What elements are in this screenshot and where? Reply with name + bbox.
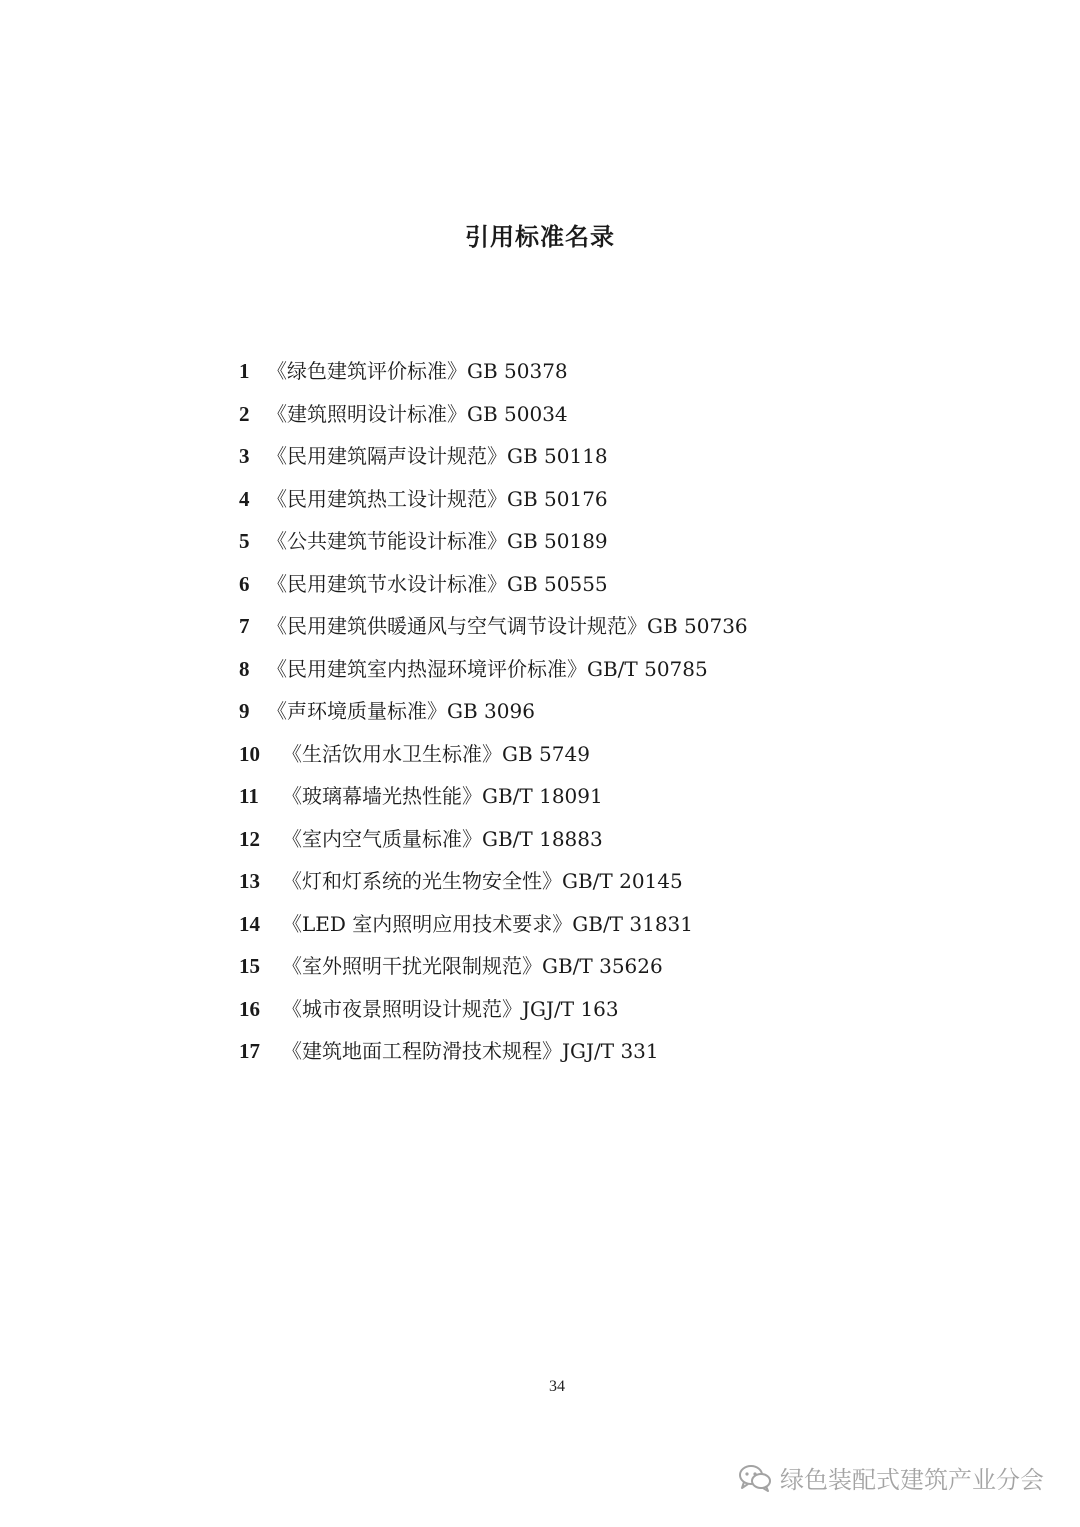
wechat-icon <box>738 1464 772 1492</box>
item-number: 1 <box>239 359 250 383</box>
item-number: 3 <box>239 444 250 468</box>
list-item <box>239 1032 748 1075</box>
item-text: 《玻璃幕墙光热性能》GB/T 18091 <box>282 784 603 808</box>
list-item <box>239 990 748 1033</box>
list-item <box>239 650 748 693</box>
list-item <box>239 905 748 948</box>
list-item <box>239 692 748 735</box>
item-text: 《灯和灯系统的光生物安全性》GB/T 20145 <box>282 869 683 893</box>
list-item <box>239 947 748 990</box>
list-item <box>239 395 748 438</box>
item-number: 13 <box>239 869 260 893</box>
item-text: 《LED 室内照明应用技术要求》GB/T 31831 <box>282 911 694 936</box>
item-number: 11 <box>239 784 259 808</box>
reference-list <box>239 352 748 1075</box>
item-text: 《民用建筑隔声设计规范》GB 50118 <box>267 444 608 468</box>
item-number: 6 <box>239 571 250 596</box>
item-text: 《室内空气质量标准》GB/T 18883 <box>282 826 603 851</box>
item-number: 7 <box>239 614 250 638</box>
item-number: 14 <box>239 911 260 936</box>
watermark-text: 绿色装配式建筑产业分会 <box>780 1466 1044 1494</box>
item-number: 15 <box>239 954 260 978</box>
item-text: 《城市夜景照明设计规范》JGJ/T 163 <box>282 996 619 1021</box>
watermark <box>738 1460 1044 1495</box>
item-number: 2 <box>239 401 250 426</box>
item-number: 8 <box>239 656 250 681</box>
page-title: 引用标准名录 <box>465 223 615 251</box>
list-item <box>239 607 748 650</box>
item-number: 17 <box>239 1039 260 1063</box>
list-item <box>239 565 748 608</box>
item-text: 《民用建筑供暖通风与空气调节设计规范》GB 50736 <box>267 614 748 638</box>
item-text: 《公共建筑节能设计标准》GB 50189 <box>267 529 608 553</box>
item-number: 16 <box>239 996 260 1021</box>
item-number: 10 <box>239 741 260 766</box>
item-text: 《民用建筑节水设计标准》GB 50555 <box>267 571 608 596</box>
item-text: 《声环境质量标准》GB 3096 <box>267 699 535 723</box>
item-text: 《民用建筑热工设计规范》GB 50176 <box>267 486 608 511</box>
list-item <box>239 522 748 565</box>
item-number: 12 <box>239 826 260 851</box>
list-item <box>239 735 748 778</box>
page-number: 34 <box>549 1378 565 1395</box>
item-number: 9 <box>239 699 250 723</box>
list-item <box>239 437 748 480</box>
list-item <box>239 777 748 820</box>
item-text: 《生活饮用水卫生标准》GB 5749 <box>282 741 590 766</box>
item-text: 《建筑地面工程防滑技术规程》JGJ/T 331 <box>282 1039 659 1063</box>
list-item <box>239 352 748 395</box>
item-text: 《绿色建筑评价标准》GB 50378 <box>267 359 568 383</box>
list-item <box>239 820 748 863</box>
item-text: 《建筑照明设计标准》GB 50034 <box>267 401 568 426</box>
item-number: 4 <box>239 486 250 511</box>
item-number: 5 <box>239 529 250 553</box>
list-item <box>239 862 748 905</box>
item-text: 《民用建筑室内热湿环境评价标准》GB/T 50785 <box>267 656 708 681</box>
list-item <box>239 480 748 523</box>
item-text: 《室外照明干扰光限制规范》GB/T 35626 <box>282 954 663 978</box>
